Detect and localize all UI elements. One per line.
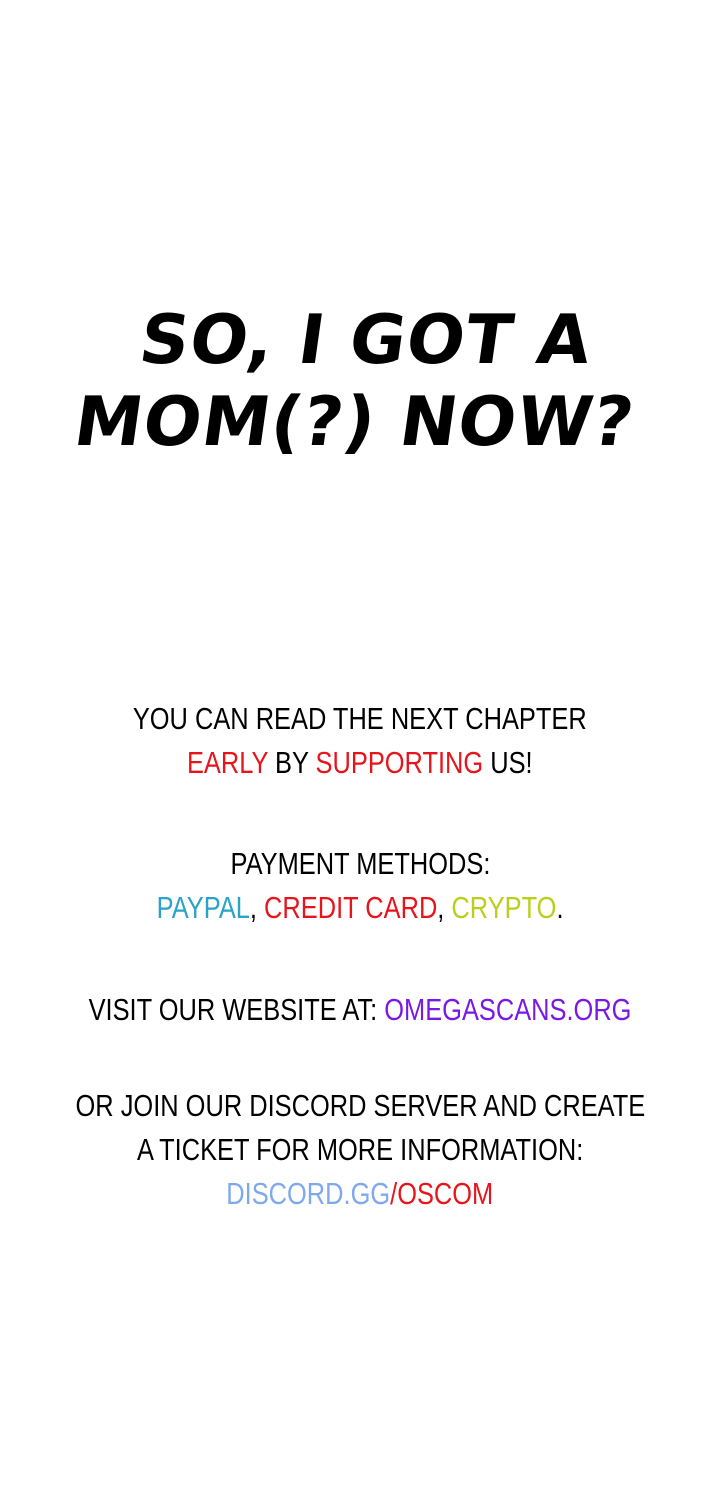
paypal-method: PAYPAL xyxy=(156,890,250,925)
discord-link-domain[interactable]: DISCORD.GG xyxy=(226,1176,391,1211)
website-info xyxy=(0,988,720,1032)
early-highlight: EARLY xyxy=(187,745,269,780)
payment-heading: PAYMENT METHODS: xyxy=(230,846,490,881)
credit-card-method: CREDIT CARD xyxy=(263,890,438,925)
support-line-2 xyxy=(187,741,533,785)
support-message xyxy=(0,697,720,785)
payment-list xyxy=(157,886,564,930)
discord-line-2: A TICKET FOR MORE INFORMATION: xyxy=(136,1132,584,1167)
title-line-2: MOM(?) NOW? xyxy=(69,383,640,462)
discord-link[interactable] xyxy=(227,1172,494,1216)
support-line-1: YOU CAN READ THE NEXT CHAPTER xyxy=(133,701,587,736)
website-link[interactable]: OMEGASCANS.ORG xyxy=(384,992,632,1027)
payment-methods xyxy=(0,842,720,930)
discord-link-code[interactable]: /OSCOM xyxy=(390,1176,494,1211)
supporting-highlight: SUPPORTING xyxy=(315,745,484,780)
discord-info xyxy=(0,1084,720,1216)
period: . xyxy=(556,890,564,925)
separator: , xyxy=(437,890,452,925)
by-text: BY xyxy=(268,745,316,780)
chapter-title xyxy=(0,300,720,464)
website-line xyxy=(89,988,632,1032)
discord-line-1: OR JOIN OUR DISCORD SERVER AND CREATE xyxy=(75,1088,645,1123)
title-line-1: SO, I GOT A xyxy=(134,301,597,380)
us-text: US! xyxy=(483,745,533,780)
separator: , xyxy=(249,890,264,925)
website-label: VISIT OUR WEBSITE AT: xyxy=(88,992,385,1027)
crypto-method: CRYPTO xyxy=(451,890,557,925)
